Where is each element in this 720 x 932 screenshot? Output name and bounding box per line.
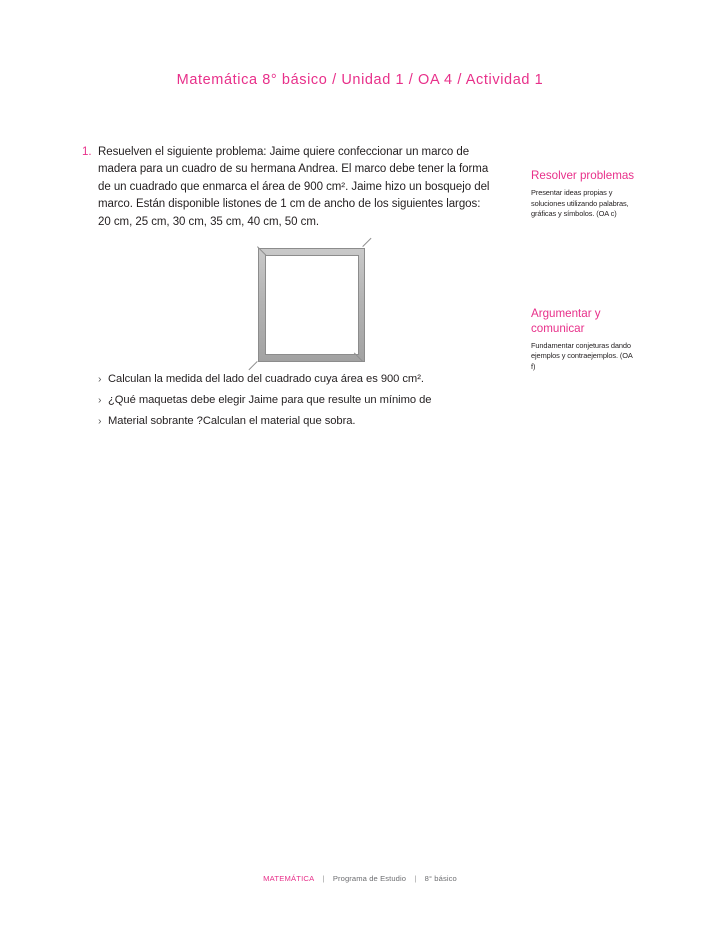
skill-description: Fundamentar conjeturas dando ejemplos y contraejemplos. (OA f) <box>531 340 633 371</box>
page-footer <box>0 874 720 883</box>
skill-title: Argumentar y comunicar <box>531 306 601 335</box>
question-text: Material sobrante ?Calculan el material que sobra. <box>108 415 356 427</box>
activity-number: 1. <box>82 146 92 158</box>
footer-brand: MATEMÁTICA <box>263 874 315 883</box>
skill-description: Presentar ideas propias y soluciones utilizando palabras, gráficas y símbolos. (OA c) <box>531 188 629 219</box>
skill-title: Resolver problemas <box>531 169 635 182</box>
chevron-right-icon: › <box>98 373 102 385</box>
frame-figure <box>256 246 368 364</box>
question-text: Calculan la medida del lado del cuadrado cuya área es 900 cm². <box>108 373 424 385</box>
question-text: ¿Qué maquetas debe elegir Jaime para que resulte un mínimo de <box>108 394 432 406</box>
activity-statement: Resuelven el siguiente problema: Jaime quiere confeccionar un marco de madera para un cuadro de su hermana Andrea. El marco debe tener la forma de un cuadrado que enmarca el área de 900 cm². Jaime hizo un bosquejo del marco. Están disponible listones de 1 cm de ancho de los siguientes largos: 20 cm, 25 cm, 30 cm, 35 cm, 40 cm, 50 cm. <box>98 146 490 228</box>
skill-block-argumentar-y-comunicar <box>531 306 635 373</box>
footer-level: 8° básico <box>424 874 457 883</box>
page-title: Matemática 8° básico / Unidad 1 / OA 4 / Actividad 1 <box>176 72 544 88</box>
list-item <box>98 393 498 407</box>
skills-sidebar <box>531 168 635 459</box>
skill-block-resolver-problemas <box>531 168 635 220</box>
chevron-right-icon: › <box>98 394 102 406</box>
frame-inner-opening <box>265 255 359 355</box>
activity-block <box>82 144 494 231</box>
footer-separator: | <box>414 874 417 883</box>
frame-miter-bottom-left <box>249 361 258 370</box>
list-item <box>98 372 498 386</box>
activity-item <box>82 144 494 231</box>
list-item <box>98 414 498 428</box>
frame-miter-top-right <box>362 238 371 247</box>
question-list <box>98 372 498 435</box>
chevron-right-icon: › <box>98 415 102 427</box>
footer-program: Programa de Estudio <box>332 874 407 883</box>
footer-separator: | <box>322 874 325 883</box>
